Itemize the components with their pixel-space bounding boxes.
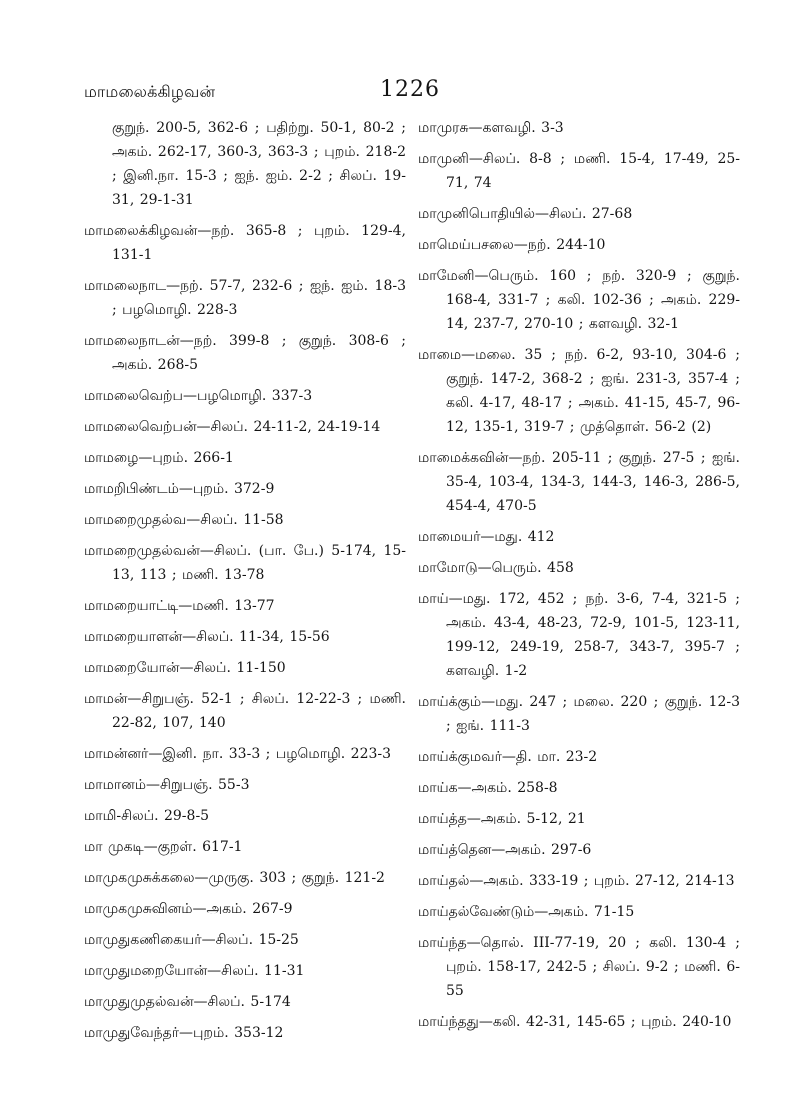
index-entry: மாமுரசு—களவழி. 3-3 <box>418 120 564 136</box>
index-entry: மாய்ந்தது—கலி. 42-31, 145-65 ; புறம். 240-10 <box>418 1014 732 1030</box>
index-entry: மாமன்னர்—இனி. நா. 33-3 ; பழமொழி. 223-3 <box>84 746 392 762</box>
index-entry: மாமறையாளன்—சிலப். 11-34, 15-56 <box>84 629 330 645</box>
running-head: மாமலைக்கிழவன் <box>84 82 216 101</box>
index-entry: மாமை—மலை. 35 ; நற். 6-2, 93-10, 304-6 ; குறுந். 147-2, 368-2 ; ஐங். 231-3, 357-4 ; கலி. 4-17, 48-17 ; அகம். 41-15, 45-7, 96-12, 135-1, 319-7 ; முத்தொள். 56-2 (2) <box>418 347 740 435</box>
index-entry: மாமோடு—பெரும். 458 <box>418 560 574 576</box>
index-entry: மாமலைநாடன்—நற். 399-8 ; குறுந். 308-6 ; அகம். 268-5 <box>84 333 406 373</box>
index-entry: மாய்ந்த—தொல். III-77-19, 20 ; கலி. 130-4 ; புறம். 158-17, 242-5 ; சிலப். 9-2 ; மணி. 6-55 <box>418 935 740 999</box>
index-entry: மாய்க—அகம். 258-8 <box>418 780 558 796</box>
index-entry: மாமறைமுதல்வ—சிலப். 11-58 <box>84 512 284 528</box>
index-entry: மாய்த்த—அகம். 5-12, 21 <box>418 811 586 827</box>
index-entry: மாமானம்—சிறுபஞ். 55-3 <box>84 777 250 793</box>
index-entry: மாமி-சிலப். 29-8-5 <box>84 808 210 824</box>
index-entry: மாமேனி—பெரும். 160 ; நற். 320-9 ; குறுந். 168-4, 331-7 ; கலி. 102-36 ; அகம். 229-14, 237-7, 270-10 ; களவழி. 32-1 <box>418 268 740 332</box>
index-entry: மாமுனிபொதியில்—சிலப். 27-68 <box>418 206 633 222</box>
index-entry: மாய்—மது. 172, 452 ; நற். 3-6, 7-4, 321-5 ; அகம். 43-4, 48-23, 72-9, 101-5, 123-11, 199-12, 249-19, 258-7, 343-7, 395-7 ; களவழி. 1-2 <box>418 591 740 679</box>
index-entry: மாமுதுமறையோன்—சிலப். 11-31 <box>84 963 305 979</box>
index-entry: மாமறைமுதல்வன்—சிலப். (பா. பே.) 5-174, 15-13, 113 ; மணி. 13-78 <box>84 543 406 583</box>
index-entry: மாய்த்தென—அகம். 297-6 <box>418 842 592 858</box>
index-entry: மாமன்—சிறுபஞ். 52-1 ; சிலப். 12-22-3 ; மணி. 22-82, 107, 140 <box>84 691 406 731</box>
index-entry: மாமையர்—மது. 412 <box>418 529 555 545</box>
index-entry: மாமைக்கவின்—நற். 205-11 ; குறுந். 27-5 ; ஐங். 35-4, 103-4, 134-3, 144-3, 146-3, 286-5, 454-4, 470-5 <box>418 450 740 514</box>
page-number: 1226 <box>380 77 440 102</box>
index-entry: மாமலைக்கிழவன்—நற். 365-8 ; புறம். 129-4, 131-1 <box>84 223 406 263</box>
index-entry: மாமுகமுசுக்கலை—முருகு. 303 ; குறுந். 121-2 <box>84 870 385 886</box>
index-entry: குறுந். 200-5, 362-6 ; பதிற்று. 50-1, 80-2 ; அகம். 262-17, 360-3, 363-3 ; புறம். 218-2 ; இனி.நா. 15-3 ; ஐந். ஐம். 2-2 ; சிலப். 19-31, 29-1-31 <box>112 120 406 208</box>
index-entry: மா முகடி—குறள். 617-1 <box>84 839 243 855</box>
index-entry: மாய்தல்வேண்டும்—அகம். 71-15 <box>418 904 635 920</box>
index-entry: மாமலைவெற்பன்—சிலப். 24-11-2, 24-19-14 <box>84 419 381 435</box>
right-column <box>418 116 740 1041</box>
index-entry: மாய்தல்—அகம். 333-19 ; புறம். 27-12, 214-13 <box>418 873 735 889</box>
index-entry: மாமுதுவேந்தர்—புறம். 353-12 <box>84 1025 284 1041</box>
index-entry: மாமறிபிண்டம்—புறம். 372-9 <box>84 481 275 497</box>
index-entry: மாய்க்கும்—மது. 247 ; மலை. 220 ; குறுந். 12-3 ; ஐங். 111-3 <box>418 694 740 734</box>
index-entry: மாமறையோன்—சிலப். 11-150 <box>84 660 286 676</box>
index-entry: மாமலைநாட—நற். 57-7, 232-6 ; ஐந். ஐம். 18-3 ; பழமொழி. 228-3 <box>84 278 406 318</box>
index-entry: மாமெய்பசலை—நற். 244-10 <box>418 237 606 253</box>
index-entry: மாமலைவெற்ப—பழமொழி. 337-3 <box>84 388 313 404</box>
index-entry: மாமழை—புறம். 266-1 <box>84 450 234 466</box>
index-entry: மாமுகமுசுவினம்—அகம். 267-9 <box>84 901 293 917</box>
index-entry: மாமறையாட்டி—மணி. 13-77 <box>84 598 275 614</box>
index-entry: மாமுதுமுதல்வன்—சிலப். 5-174 <box>84 994 291 1010</box>
index-entry: மாமுனி—சிலப். 8-8 ; மணி. 15-4, 17-49, 25-71, 74 <box>418 151 740 191</box>
left-column <box>84 116 406 1052</box>
index-entry: மாய்க்குமவர்—தி. மா. 23-2 <box>418 749 598 765</box>
index-entry: மாமுதுகணிகையர்—சிலப். 15-25 <box>84 932 299 948</box>
